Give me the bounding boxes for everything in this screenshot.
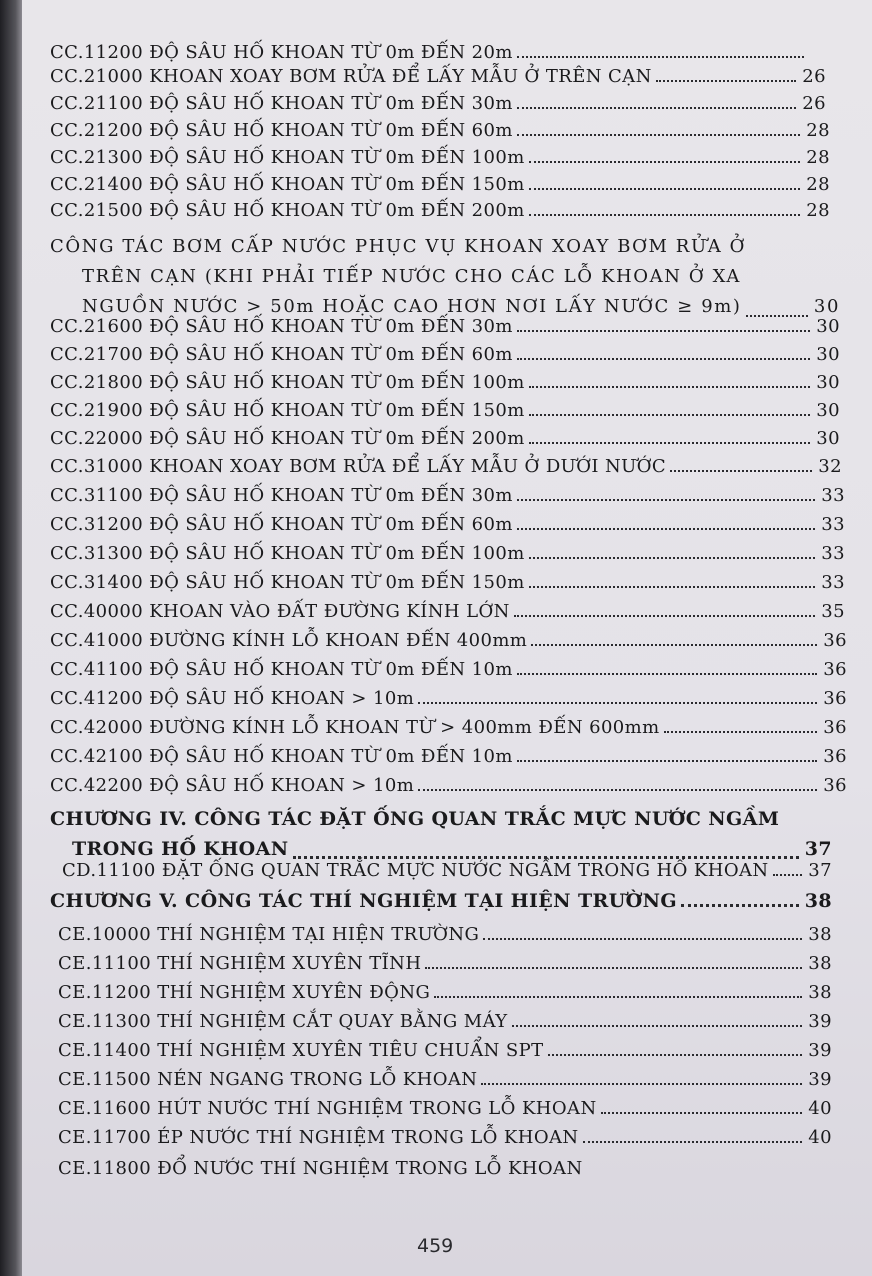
toc-entry-ce-11200 bbox=[58, 982, 832, 1003]
toc-entry-page: 30 bbox=[816, 400, 840, 421]
toc-entry-page: 36 bbox=[823, 775, 847, 796]
toc-entry-cc-21900 bbox=[50, 400, 840, 421]
toc-entry-cc-41100 bbox=[50, 659, 847, 680]
dot-leader bbox=[434, 996, 802, 998]
dot-leader bbox=[517, 134, 800, 136]
toc-entry-cc-40000 bbox=[50, 601, 845, 622]
toc-entry-cd-11100 bbox=[62, 860, 832, 881]
toc-entry-label: CC.21800 ĐỘ SÂU HỐ KHOAN TỪ 0m ĐẾN 100m bbox=[50, 372, 525, 393]
toc-entry-pump-water-supply bbox=[50, 232, 840, 322]
toc-entry-label: CC.31100 ĐỘ SÂU HỐ KHOAN TỪ 0m ĐẾN 30m bbox=[50, 485, 513, 506]
toc-entry-label: CE.11500 NÉN NGANG TRONG LỖ KHOAN bbox=[58, 1069, 478, 1090]
toc-entry-label: CE.10000 THÍ NGHIỆM TẠI HIỆN TRƯỜNG bbox=[58, 924, 480, 945]
dot-leader bbox=[529, 557, 816, 559]
dot-leader bbox=[517, 499, 815, 501]
toc-entry-page: 40 bbox=[808, 1098, 832, 1119]
toc-entry-page: 26 bbox=[802, 93, 826, 114]
toc-entry-ce-11800 bbox=[58, 1158, 618, 1179]
toc-entry-cc-21400 bbox=[50, 174, 830, 195]
dot-leader bbox=[517, 528, 815, 530]
toc-entry-page: 39 bbox=[808, 1011, 832, 1032]
toc-entry-cc-21700 bbox=[50, 344, 840, 365]
dot-leader bbox=[681, 904, 799, 907]
dot-leader bbox=[548, 1054, 803, 1056]
toc-entry-label: CC.21000 KHOAN XOAY BƠM RỬA ĐỂ LẤY MẪU Ở TRÊN CẠN bbox=[50, 66, 652, 87]
toc-entry-cc-21100 bbox=[50, 93, 826, 114]
toc-entry-page: 28 bbox=[806, 120, 830, 141]
toc-entry-label: CC.41100 ĐỘ SÂU HỐ KHOAN TỪ 0m ĐẾN 10m bbox=[50, 659, 513, 680]
toc-entry-page: 32 bbox=[818, 456, 842, 477]
toc-entry-page: 38 bbox=[804, 890, 832, 912]
toc-entry-label: CC.31200 ĐỘ SÂU HỐ KHOAN TỪ 0m ĐẾN 60m bbox=[50, 514, 513, 535]
toc-entry-label: CE.11100 THÍ NGHIỆM XUYÊN TĨNH bbox=[58, 953, 422, 974]
dot-leader bbox=[517, 330, 810, 332]
dot-leader bbox=[517, 107, 796, 109]
toc-entry-cc-41200 bbox=[50, 688, 847, 709]
dot-leader bbox=[418, 702, 817, 704]
toc-entry-page: 26 bbox=[802, 66, 826, 87]
toc-entry-label: CC.21900 ĐỘ SÂU HỐ KHOAN TỪ 0m ĐẾN 150m bbox=[50, 400, 525, 421]
toc-entry-cc-21600 bbox=[50, 316, 840, 337]
toc-chapter-line: CHƯƠNG IV. CÔNG TÁC ĐẶT ỐNG QUAN TRẮC MỰC NƯỚC NGẦM bbox=[50, 808, 780, 830]
dot-leader bbox=[583, 1141, 803, 1143]
toc-entry-page: 33 bbox=[821, 572, 845, 593]
toc-entry-page: 30 bbox=[816, 372, 840, 393]
toc-entry-label: CE.11300 THÍ NGHIỆM CẮT QUAY BẰNG MÁY bbox=[58, 1011, 508, 1032]
toc-entry-label: CC.42000 ĐƯỜNG KÍNH LỖ KHOAN TỪ > 400mm ĐẾN 600mm bbox=[50, 717, 660, 738]
toc-entry-label: CC.21500 ĐỘ SÂU HỐ KHOAN TỪ 0m ĐẾN 200m bbox=[50, 200, 525, 221]
toc-entry-cc-41000 bbox=[50, 630, 847, 651]
toc-entry-page: 30 bbox=[816, 316, 840, 337]
toc-entry-line: CÔNG TÁC BƠM CẤP NƯỚC PHỤC VỤ KHOAN XOAY BƠM RỬA Ở bbox=[50, 236, 747, 257]
book-page bbox=[22, 0, 872, 1276]
dot-leader bbox=[656, 80, 797, 82]
dot-leader bbox=[529, 188, 801, 190]
toc-entry-page: 37 bbox=[808, 860, 832, 881]
toc-entry-label: CC.21600 ĐỘ SÂU HỐ KHOAN TỪ 0m ĐẾN 30m bbox=[50, 316, 513, 337]
toc-entry-label: CC.41200 ĐỘ SÂU HỐ KHOAN > 10m bbox=[50, 688, 415, 709]
toc-entry-ce-11700 bbox=[58, 1127, 832, 1148]
page-number: 459 bbox=[417, 1235, 454, 1257]
dot-leader bbox=[531, 644, 817, 646]
toc-entry-ce-11100 bbox=[58, 953, 832, 974]
toc-entry-label: CC.42200 ĐỘ SÂU HỐ KHOAN > 10m bbox=[50, 775, 415, 796]
toc-entry-page: 28 bbox=[806, 174, 830, 195]
toc-entry-label: CHƯƠNG V. CÔNG TÁC THÍ NGHIỆM TẠI HIỆN TRƯỜNG bbox=[50, 890, 677, 912]
toc-entry-label: CC.31000 KHOAN XOAY BƠM RỬA ĐỂ LẤY MẪU Ở DƯỚI NƯỚC bbox=[50, 456, 667, 477]
dot-leader bbox=[529, 586, 816, 588]
toc-chapter-v bbox=[50, 890, 832, 912]
dot-leader bbox=[517, 56, 804, 58]
toc-entry-label: CC.31400 ĐỘ SÂU HỐ KHOAN TỪ 0m ĐẾN 150m bbox=[50, 572, 525, 593]
toc-entry-cc-31400 bbox=[50, 572, 845, 593]
toc-entry-page: 36 bbox=[823, 746, 847, 767]
toc-entry-line: TRÊN CẠN (KHI PHẢI TIẾP NƯỚC CHO CÁC LỖ KHOAN Ở XA bbox=[82, 266, 741, 287]
toc-entry-label: CC.11200 ĐỘ SÂU HỐ KHOAN TỪ 0m ĐẾN 20m bbox=[50, 42, 513, 63]
dot-leader bbox=[517, 358, 810, 360]
toc-entry-label: CE.11400 THÍ NGHIỆM XUYÊN TIÊU CHUẨN SPT bbox=[58, 1040, 544, 1061]
toc-entry-page: 30 bbox=[816, 428, 840, 449]
toc-entry-page: 38 bbox=[808, 953, 832, 974]
toc-entry-cc-11200 bbox=[50, 42, 810, 63]
toc-entry-label: CC.21700 ĐỘ SÂU HỐ KHOAN TỪ 0m ĐẾN 60m bbox=[50, 344, 513, 365]
dot-leader bbox=[664, 731, 818, 733]
toc-entry-label: CC.40000 KHOAN VÀO ĐẤT ĐƯỜNG KÍNH LỚN bbox=[50, 601, 510, 622]
toc-entry-cc-22000 bbox=[50, 428, 840, 449]
toc-entry-label: CD.11100 ĐẶT ỐNG QUAN TRẮC MỰC NƯỚC NGẦM TRONG HỐ KHOAN bbox=[62, 860, 769, 881]
dot-leader bbox=[514, 615, 816, 617]
dot-leader bbox=[529, 386, 811, 388]
toc-entry-label: CE.11800 ĐỔ NƯỚC THÍ NGHIỆM TRONG LỖ KHOAN bbox=[58, 1158, 583, 1179]
dot-leader bbox=[481, 1083, 802, 1085]
toc-entry-cc-31200 bbox=[50, 514, 845, 535]
dot-leader bbox=[529, 414, 811, 416]
dot-leader bbox=[425, 967, 802, 969]
toc-entry-label: CE.11600 HÚT NƯỚC THÍ NGHIỆM TRONG LỖ KHOAN bbox=[58, 1098, 597, 1119]
toc-entry-label: CC.31300 ĐỘ SÂU HỐ KHOAN TỪ 0m ĐẾN 100m bbox=[50, 543, 525, 564]
toc-entry-page: 36 bbox=[823, 717, 847, 738]
toc-chapter-iv bbox=[50, 804, 832, 864]
toc-entry-label: CC.21400 ĐỘ SÂU HỐ KHOAN TỪ 0m ĐẾN 150m bbox=[50, 174, 525, 195]
toc-entry-cc-31000 bbox=[50, 456, 842, 477]
toc-entry-label: CE.11200 THÍ NGHIỆM XUYÊN ĐỘNG bbox=[58, 982, 431, 1003]
toc-entry-page: 38 bbox=[808, 982, 832, 1003]
toc-entry-label: CC.21100 ĐỘ SÂU HỐ KHOAN TỪ 0m ĐẾN 30m bbox=[50, 93, 513, 114]
toc-entry-label: CE.11700 ÉP NƯỚC THÍ NGHIỆM TRONG LỖ KHOAN bbox=[58, 1127, 579, 1148]
toc-entry-page: 39 bbox=[808, 1040, 832, 1061]
dot-leader bbox=[418, 789, 817, 791]
toc-entry-page: 30 bbox=[813, 296, 840, 317]
dot-leader bbox=[293, 856, 799, 859]
toc-entry-cc-42100 bbox=[50, 746, 847, 767]
toc-entry-page: 28 bbox=[806, 147, 830, 168]
table-of-contents bbox=[22, 0, 872, 1276]
toc-entry-page: 36 bbox=[823, 688, 847, 709]
dot-leader bbox=[529, 442, 811, 444]
dot-leader bbox=[529, 161, 801, 163]
toc-entry-label: CC.21200 ĐỘ SÂU HỐ KHOAN TỪ 0m ĐẾN 60m bbox=[50, 120, 513, 141]
toc-entry-page: 36 bbox=[823, 630, 847, 651]
dot-leader bbox=[517, 673, 817, 675]
book-spine bbox=[0, 0, 22, 1276]
toc-entry-cc-42200 bbox=[50, 775, 847, 796]
toc-entry-page: 39 bbox=[808, 1069, 832, 1090]
toc-entry-ce-11500 bbox=[58, 1069, 832, 1090]
toc-entry-page: 38 bbox=[808, 924, 832, 945]
toc-entry-cc-21000 bbox=[50, 66, 826, 87]
dot-leader bbox=[517, 760, 817, 762]
toc-entry-ce-11400 bbox=[58, 1040, 832, 1061]
toc-entry-cc-31300 bbox=[50, 543, 845, 564]
toc-entry-cc-31100 bbox=[50, 485, 845, 506]
toc-entry-page: 30 bbox=[816, 344, 840, 365]
toc-entry-label: CC.41000 ĐƯỜNG KÍNH LỖ KHOAN ĐẾN 400mm bbox=[50, 630, 528, 651]
toc-entry-cc-21800 bbox=[50, 372, 840, 393]
toc-entry-label: TRONG HỐ KHOAN bbox=[72, 838, 289, 860]
toc-entry-page: 35 bbox=[821, 601, 845, 622]
toc-entry-page: 33 bbox=[821, 485, 845, 506]
toc-entry-ce-11300 bbox=[58, 1011, 832, 1032]
toc-entry-cc-42000 bbox=[50, 717, 847, 738]
dot-leader bbox=[529, 214, 801, 216]
toc-entry-cc-21300 bbox=[50, 147, 830, 168]
toc-entry-page: 28 bbox=[806, 200, 830, 221]
dot-leader bbox=[601, 1112, 803, 1114]
toc-entry-page: 40 bbox=[808, 1127, 832, 1148]
dot-leader bbox=[670, 470, 812, 472]
toc-entry-page: 37 bbox=[804, 838, 832, 860]
toc-entry-ce-10000 bbox=[58, 924, 832, 945]
toc-entry-cc-21500 bbox=[50, 200, 830, 221]
toc-entry-cc-21200 bbox=[50, 120, 830, 141]
toc-entry-label: NGUỒN NƯỚC > 50m HOẶC CAO HƠN NƠI LẤY NƯỚC ≥ 9m) bbox=[82, 296, 742, 317]
toc-entry-label: CC.21300 ĐỘ SÂU HỐ KHOAN TỪ 0m ĐẾN 100m bbox=[50, 147, 525, 168]
dot-leader bbox=[483, 938, 802, 940]
toc-entry-ce-11600 bbox=[58, 1098, 832, 1119]
toc-entry-page: 33 bbox=[821, 514, 845, 535]
dot-leader bbox=[512, 1025, 803, 1027]
toc-entry-page: 36 bbox=[823, 659, 847, 680]
toc-entry-label: CC.22000 ĐỘ SÂU HỐ KHOAN TỪ 0m ĐẾN 200m bbox=[50, 428, 525, 449]
dot-leader bbox=[773, 874, 803, 876]
toc-entry-label: CC.42100 ĐỘ SÂU HỐ KHOAN TỪ 0m ĐẾN 10m bbox=[50, 746, 513, 767]
toc-entry-page: 33 bbox=[821, 543, 845, 564]
